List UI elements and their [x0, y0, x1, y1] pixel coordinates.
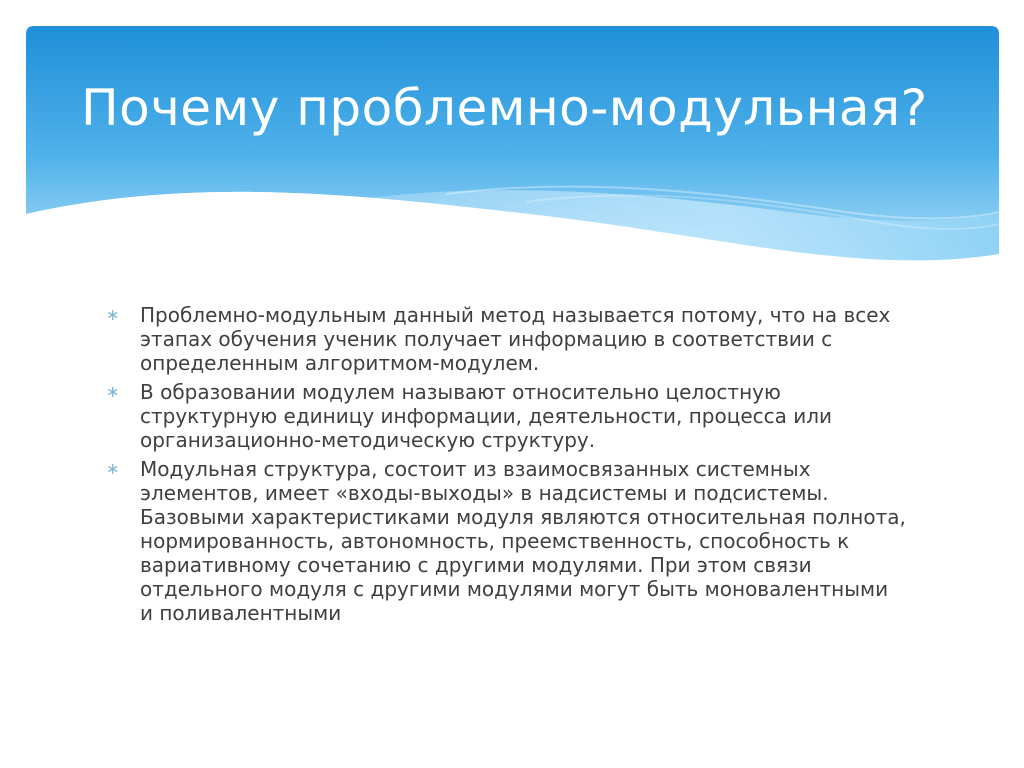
- bullet-item-1: [106, 303, 906, 375]
- bullet-asterisk-icon: ∗: [106, 382, 120, 401]
- bullet-text-2: В образовании модулем называют относительно целостную структурную единицу информации, деятельности, процесса или организационно-методическую структуру.: [140, 380, 833, 452]
- bullet-list: [106, 303, 906, 630]
- slide-title: Почему проблемно-модульная?: [81, 79, 928, 137]
- bullet-asterisk-icon: ∗: [106, 459, 120, 478]
- wave-banner-background: [26, 26, 999, 286]
- bullet-text-3: Модульная структура, состоит из взаимосвязанных системных элементов, имеет «входы-выходы» в надсистемы и подсистемы. Базовыми характеристиками модуля являются относительная полнота, нормированность, автономность, преемственность, способность к вариативному сочетанию с другими модулями. При этом связи отдельного модуля с другими модулями могут быть моновалентными и поливалентными: [140, 457, 906, 625]
- bullet-item-2: [106, 380, 906, 452]
- bullet-text-1: Проблемно-модульным данный метод называется потому, что на всех этапах обучения ученик получает информацию в соответствии с определенным алгоритмом-модулем.: [140, 303, 891, 375]
- bullet-item-3: [106, 457, 906, 625]
- bullet-asterisk-icon: ∗: [106, 305, 120, 324]
- title-banner: [26, 26, 999, 286]
